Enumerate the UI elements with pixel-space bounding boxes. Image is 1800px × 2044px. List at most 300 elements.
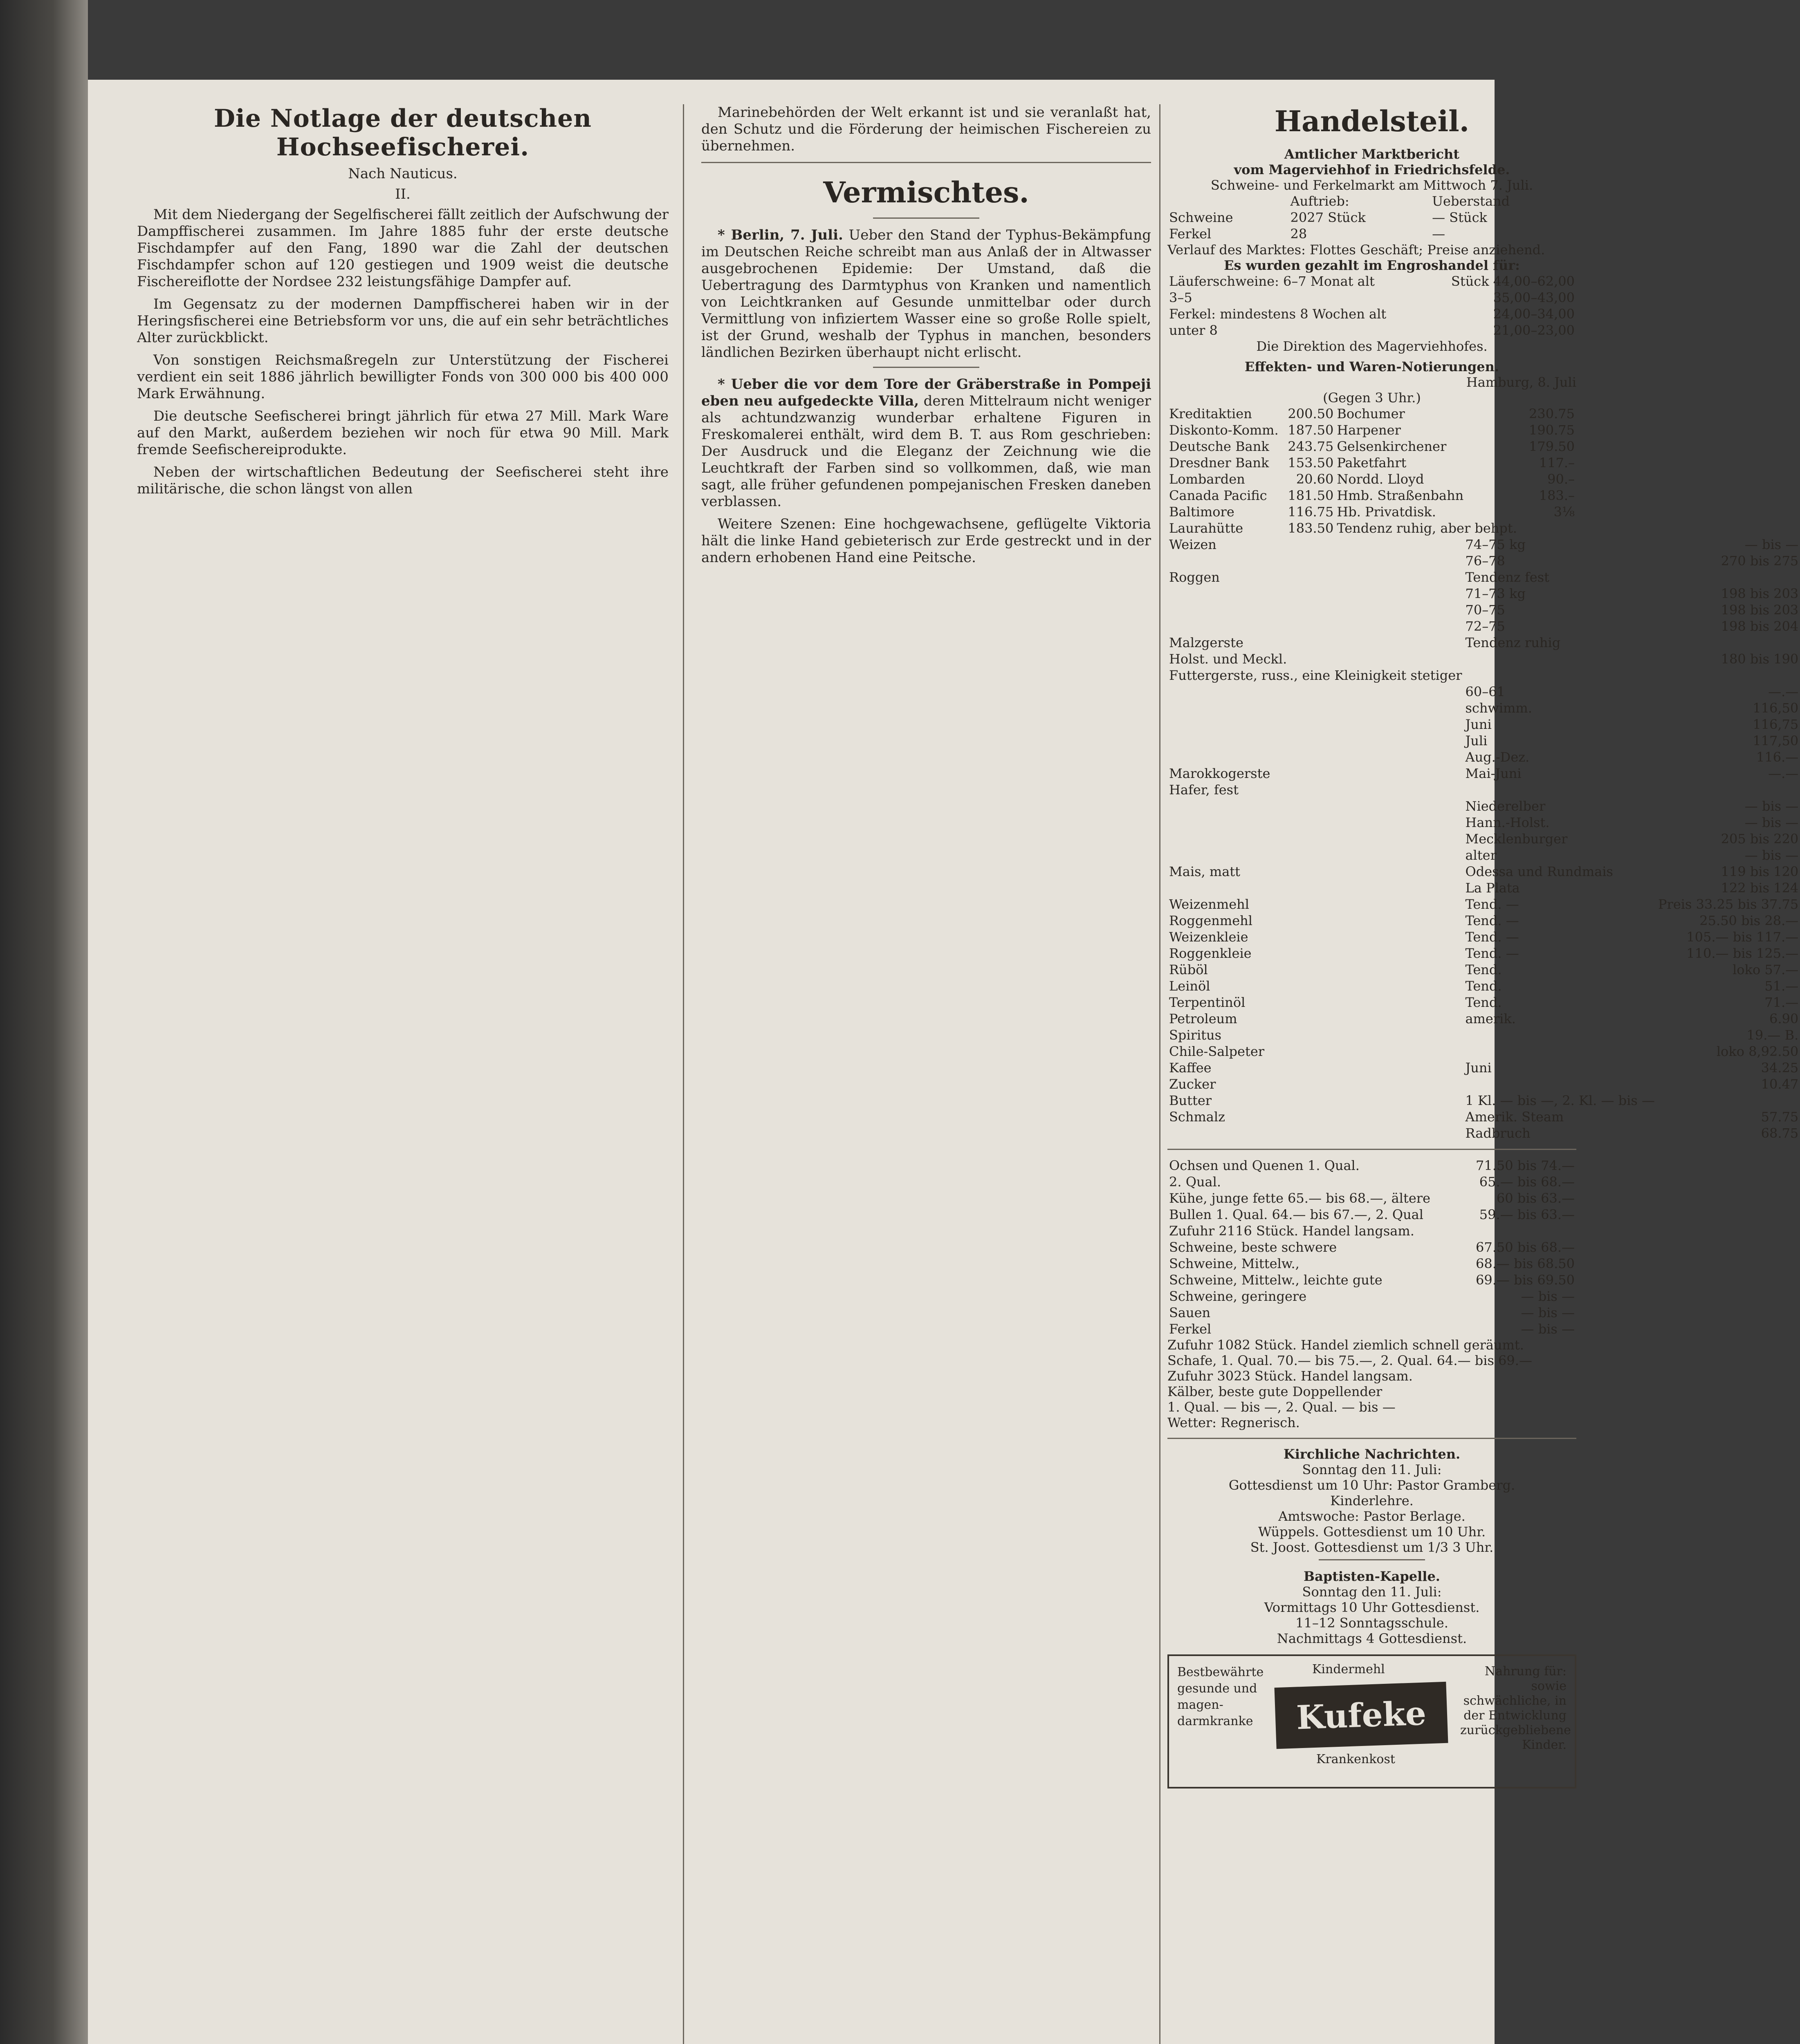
table-cell [1167,602,1463,618]
article-byline: Nach Nauticus. [348,166,458,182]
table-row [1167,209,1576,226]
table-cell: 3–5 [1169,290,1192,305]
table-cell: 25.50 bis 28.— [1699,913,1799,928]
table-cell: Malzgerste [1169,635,1243,650]
table-cell: 70–75 [1465,602,1505,618]
table-cell: Gelsenkirchener [1337,439,1447,454]
table-row [1167,831,1800,847]
table-cell: Deutsche Bank [1169,439,1269,454]
table-cell: Kaffee [1169,1060,1212,1076]
effekten-place: Hamburg, 8. Juli [1466,374,1576,390]
table-header: Auftrieb: [1290,193,1349,209]
table-cell [1463,782,1656,798]
table-cell: Dresdner Bank [1169,455,1269,471]
table-cell [1167,1125,1463,1141]
table-cell [1167,749,1463,765]
table-cell: — bis — [1744,537,1799,552]
table-cell: loko 57.— [1733,962,1799,977]
divider [701,162,1151,163]
table-row [1167,306,1576,322]
article-paragraph: Mit dem Niedergang der Segelfischerei fällt zeitlich der Aufschwung der Dampffischerei zusammen. Im Jahre 1885 fuhr der erste deutsche Fischdampfer auf den Fang, 1890 war die Zahl der deutschen Fischdampfer schon auf 120 gestiegen und 1909 weist die deutsche Fischereiflotte der Nordsee 232 leistungsfähige Dampfer auf. [137,206,669,290]
table-cell: Weizenkleie [1169,929,1248,945]
baptisten-lines [1167,1584,1576,1646]
table-row [1167,1157,1576,1174]
book-binding [0,0,88,2044]
table-row [1167,520,1576,536]
table-cell: — bis — [1521,1289,1575,1304]
table-cell: Bochumer [1337,406,1405,421]
table-cell: 117.– [1539,455,1575,471]
table-cell: 105.— bis 117.— [1686,929,1799,945]
text-line: Zufuhr 1082 Stück. Handel ziemlich schnell geräumt. [1167,1337,1524,1353]
table-cell: 20.60 [1296,471,1334,487]
table-cell: Sauen [1169,1305,1211,1320]
article-continuation: Marinebehörden der Welt erkannt ist und sie veranlaßt hat, den Schutz und die Förderung der heimischen Fischereien zu übernehmen. [701,104,1151,154]
table-cell: Hb. Privatdisk. [1337,504,1436,520]
table-row [1167,602,1800,618]
text-line: Schafe, 1. Qual. 70.— bis 75.—, 2. Qual. 64.— bis 69.— [1167,1353,1532,1368]
table-cell [1167,716,1463,733]
table-cell: Schweine, beste schwere [1169,1239,1337,1255]
market-verlauf: Verlauf des Marktes: Flottes Geschäft; Preise anziehend. [1167,242,1545,258]
table-cell: Futtergerste, russ., eine Kleinigkeit stetiger [1169,668,1462,683]
text-line: Nachmittags 4 Gottesdienst. [1277,1631,1467,1646]
table-header: Ueberstand [1432,193,1510,209]
table-cell: 2. Qual. [1169,1174,1221,1190]
table-cell [1463,667,1656,684]
table-row [1167,651,1800,667]
ad-right-text: Nahrung für: sowie schwächliche, in der Entwicklung zurückgebliebene Kinder. [1460,1664,1571,1752]
news-item [701,227,1151,361]
text-line: Wüppels. Gottesdienst um 10 Uhr. [1258,1524,1486,1540]
table-cell: Nordd. Lloyd [1337,471,1424,487]
vieh-table [1167,1157,1576,1337]
middle-column [701,104,1151,572]
table-row [1167,716,1800,733]
divider [1319,1559,1425,1560]
table-row [1167,929,1800,945]
table-cell: Tend. [1465,978,1502,994]
table-row [1167,406,1576,422]
table-row [1167,1206,1576,1223]
table-cell: Marokkogerste [1169,766,1270,781]
right-column [1167,104,1799,1788]
table-cell: Juni [1465,1060,1492,1076]
table-row [1167,1174,1576,1190]
ad-top-text: Kindermehl [1312,1662,1385,1676]
table-row [1167,912,1800,929]
table-row [1167,1223,1576,1239]
table-row [1167,1239,1576,1255]
table-cell [1463,1076,1656,1092]
table-row [1167,553,1800,569]
table-cell: Butter [1169,1093,1212,1108]
table-cell: 110.— bis 125.— [1686,946,1799,961]
table-cell: Tendenz ruhig, aber behpt. [1337,520,1517,536]
table-cell: Tendenz ruhig [1465,635,1561,650]
table-row [1167,226,1576,242]
column-rule [1159,104,1160,2044]
table-cell: Zucker [1169,1076,1216,1092]
table-row [1167,1076,1800,1092]
text-line: Wetter: Regnerisch. [1167,1415,1300,1430]
table-cell [1463,1043,1656,1060]
table-row [1167,1272,1576,1288]
table-cell [1656,667,1800,684]
text-line: Gottesdienst um 10 Uhr: Pastor Gramberg. [1228,1477,1515,1493]
table-cell: Petroleum [1169,1011,1237,1026]
table-row [1167,782,1800,798]
table-cell [1167,847,1463,863]
table-cell: Juni [1465,717,1492,732]
article-paragraph: Von sonstigen Reichsmaßregeln zur Unterstützung der Fischerei verdient ein seit 1886 jährlich bewilligter Fonds von 300 000 bis 400 000 Mark Erwähnung. [137,352,669,402]
news-item-lead: * Berlin, 7. Juli. [718,227,843,243]
table-row [1167,994,1800,1011]
table-cell: Kühe, junge fette 65.— bis 68.—, ältere [1169,1190,1430,1206]
table-cell: —.— [1768,684,1799,699]
ad-left-text: Bestbewährte gesunde und magen-darmkranke [1177,1665,1264,1728]
table-cell: 153.50 [1288,455,1334,471]
table-cell: Mecklenburger [1465,831,1568,847]
table-cell: 198 bis 203 [1721,586,1799,601]
table-row [1167,273,1576,289]
table-cell: 6.90 [1769,1011,1799,1026]
table-cell: Hmb. Straßenbahn [1337,488,1464,503]
table-cell: 122 bis 124 [1721,880,1799,896]
table-cell [1463,651,1656,667]
table-row [1167,438,1576,455]
table-cell: Ochsen und Quenen 1. Qual. [1169,1158,1360,1173]
kirche-lines [1167,1462,1576,1555]
text-line: Sonntag den 11. Juli: [1302,1584,1442,1600]
table-row [1167,1304,1576,1321]
table-cell: 76–78 [1465,553,1505,569]
news-item-text: Ueber den Stand der Typhus-Bekämpfung im Deutschen Reiche schreibt man aus Anlaß der in Altwasser ausgebrochenen Epidemie: Der Umstand, daß die Uebertragung des Darmtyphus von Kranken und namentlich von Leichtkranken auf Gesunde unmittelbar oder durch Vermittlung von infiziertem Wasser eine so große Rolle spielt, ist der Grund, weshalb der Typhus in manchen, besonders ländlichen Bezirken überhaupt nicht erlischt. [701,227,1151,361]
table-cell: — Stück [1432,210,1487,225]
text-line: Kinderlehre. [1330,1493,1414,1508]
table-cell: —.— [1768,766,1799,781]
table-cell: 24,00–34,00 [1493,306,1575,322]
table-cell: 71.50 bis 74.— [1476,1158,1575,1173]
table-cell [1462,1223,1576,1239]
table-row [1167,798,1800,814]
market-subheading: vom Magerviehhof in Friedrichsfelde. [1234,162,1510,177]
direktion-line: Die Direktion des Magerviehhofes. [1256,338,1488,354]
table-row [1167,585,1800,602]
text-line: Kälber, beste gute Doppellender [1167,1384,1383,1399]
table-cell: 34.25 [1761,1060,1799,1076]
table-cell: 117,50 [1753,733,1799,749]
table-cell: — bis — [1521,1321,1575,1337]
table-cell: Lombarden [1169,471,1245,487]
table-row [1167,978,1800,994]
table-cell: Juli [1465,733,1488,749]
table-cell: 10.47 [1761,1076,1799,1092]
text-line: Zufuhr 3023 Stück. Handel langsam. [1167,1368,1413,1384]
table-cell: Roggenmehl [1169,913,1252,928]
table-cell: 57.75 [1761,1109,1799,1125]
effekten-prev: (Gegen 3 Uhr.) [1323,390,1421,406]
table-cell: unter 8 [1169,323,1218,338]
table-cell [1167,814,1463,831]
table-row [1167,1011,1800,1027]
table-cell: Kreditaktien [1169,406,1252,421]
table-cell: loko 8,92.50 [1716,1044,1799,1059]
table-cell: — bis — [1744,798,1799,814]
table-cell: 270 bis 275 [1721,553,1799,569]
table-row [1167,765,1800,782]
table-cell: 21,00–23,00 [1493,323,1575,338]
table-cell: 183.– [1539,488,1575,503]
table-row [1167,1255,1576,1272]
table-cell: 67.50 bis 68.— [1476,1239,1575,1255]
news-item [701,376,1151,510]
table-cell: 180 bis 190 [1721,651,1799,667]
table-cell: Rüböl [1169,962,1208,977]
table-cell: 198 bis 203 [1721,602,1799,618]
table-cell: 198 bis 204 [1721,619,1799,634]
table-cell [1167,700,1463,716]
table-row [1167,455,1576,471]
table-cell: Hafer, fest [1169,782,1239,798]
news-item-text: deren Mittelraum nicht weniger als achtundzwanzig wunderbar erhaltene Figuren in Freskomalerei enthält, wird dem B. T. aus Rom geschrieben: Der Ausdruck und die Eleganz der Zeichnung wie die Leuchtkraft der Farben sind so vollkommen, daß, wie man sagt, alle früher gefundenen pompejanischen Fresken daneben verblassen. [701,393,1151,510]
table-cell: Terpentinöl [1169,995,1246,1010]
table-cell: alter [1465,847,1497,863]
table-cell: Weizen [1169,537,1216,552]
table-row [1167,1092,1800,1109]
table-cell: 116,75 [1753,717,1799,732]
table-cell: Schmalz [1169,1109,1225,1125]
table-cell [1167,831,1463,847]
article-part: II. [395,186,411,202]
prices-heading: Es wurden gezahlt im Engroshandel für: [1224,258,1520,273]
text-line: 1. Qual. — bis —, 2. Qual. — bis — [1167,1399,1396,1415]
table-cell [1167,618,1463,634]
table-row [1167,422,1576,438]
table-cell: Tendenz fest [1465,569,1549,585]
table-cell: La Plata [1465,880,1520,896]
table-cell: Weizenmehl [1169,896,1249,912]
table-cell: 187.50 [1288,422,1334,438]
table-row [1167,1109,1800,1125]
table-cell: Odessa und Rundmais [1465,864,1613,879]
table-row [1167,634,1800,651]
table-row [1167,1321,1576,1337]
table-cell: Chile-Salpeter [1169,1044,1265,1059]
table-cell [1526,520,1576,536]
kufeke-advertisement [1167,1654,1576,1788]
table-cell: 28 [1290,226,1307,242]
table-cell: 60 bis 63.— [1496,1190,1575,1206]
table-row [1167,847,1800,863]
column-rule [683,104,684,2044]
table-row [1167,322,1576,338]
table-cell: 190.75 [1529,422,1575,438]
table-cell: Läuferschweine: 6–7 Monat alt [1169,273,1375,289]
kirche-title: Kirchliche Nachrichten. [1283,1446,1461,1462]
left-column [137,104,669,503]
table-cell: 181.50 [1288,488,1334,503]
divider [873,367,979,368]
table-cell: 71.— [1764,995,1799,1010]
effekten-title: Effekten- und Waren-Notierungen. [1244,359,1499,374]
table-cell: 69.— bis 69.50 [1476,1272,1575,1288]
article-paragraph: Die deutsche Seefischerei bringt jährlich für etwa 27 Mill. Mark Ware auf den Markt, außerdem beziehen wir noch für etwa 90 Mill. Mark fremde Seefischereiprodukte. [137,408,669,458]
table-cell: 200.50 [1288,406,1334,421]
table-cell: Laurahütte [1169,520,1243,536]
table-cell: Spiritus [1169,1027,1222,1043]
table-cell: 19.— B. [1746,1027,1799,1043]
table-cell: 68.— bis 68.50 [1476,1256,1575,1271]
table-row [1167,814,1800,831]
divider [1167,1438,1576,1439]
table-cell: 3⅛ [1553,504,1575,520]
text-line: Amtswoche: Pastor Berlage. [1278,1508,1466,1524]
table-cell: Zufuhr 2116 Stück. Handel langsam. [1169,1223,1414,1239]
table-row [1167,1043,1800,1060]
table-cell [1167,553,1463,569]
table-cell: 65.— bis 68.— [1479,1174,1575,1190]
table-cell: Ferkel [1169,1321,1212,1337]
baptisten-title: Baptisten-Kapelle. [1304,1569,1440,1584]
table-cell: 205 bis 220 [1721,831,1799,847]
table-cell: Ferkel [1169,226,1212,242]
table-cell [1656,782,1800,798]
table-cell: Schweine, geringere [1169,1289,1307,1304]
text-line: Sonntag den 11. Juli: [1302,1462,1442,1477]
table-cell: 60–61 [1465,684,1505,699]
table-cell: 243.75 [1288,439,1334,454]
price-table [1167,273,1576,338]
table-cell: 90.– [1547,471,1575,487]
market-heading: Amtlicher Marktbericht [1284,146,1460,162]
table-cell: Roggen [1169,569,1220,585]
table-cell: 230.75 [1529,406,1575,421]
table-cell: Bullen 1. Qual. 64.— bis 67.—, 2. Qual [1169,1207,1423,1222]
table-cell [1167,798,1463,814]
table-row [1167,945,1800,961]
table-cell: Mai-Juni [1465,766,1522,781]
newspaper-page [88,80,1799,2044]
table-row [1167,1288,1576,1304]
news-item-continued: Weitere Szenen: Eine hochgewachsene, geflügelte Viktoria hält die linke Hand gebieterisch zur Erde gestreckt und in der andern erhobenen Hand eine Peitsche. [701,516,1151,566]
table-cell: amerik. [1465,1011,1516,1026]
table-row [1167,961,1800,978]
table-cell [1167,585,1463,602]
divider [1167,1149,1576,1150]
table-row [1167,896,1800,912]
table-cell: 116.75 [1288,504,1334,520]
table-cell [1167,733,1463,749]
table-cell: Tend. — [1465,913,1519,928]
table-row [1167,863,1800,880]
table-cell: 116,50 [1753,700,1799,716]
table-cell: Schweine, Mittelw., [1169,1256,1300,1271]
table-cell: Tend. — [1465,929,1519,945]
table-row [1167,193,1576,209]
table-cell: 35,00–43,00 [1493,290,1575,305]
table-cell: 1 Kl. — bis —, 2. Kl. — bis — [1465,1093,1655,1108]
table-cell [1656,1092,1800,1109]
table-cell: 183.50 [1288,520,1334,536]
table-row [1167,733,1800,749]
text-line: Vormittags 10 Uhr Gottesdienst. [1264,1600,1480,1615]
news-item-lead: * Ueber die vor dem Tore der Gräberstraße in Pompeji eben neu aufgedeckte Villa, [701,376,1151,409]
table-row [1167,569,1800,585]
kufeke-logo: Kufeke [1275,1682,1448,1749]
table-cell: — bis — [1744,847,1799,863]
table-row [1167,471,1576,487]
article-paragraph: Im Gegensatz zu der modernen Dampffischerei haben wir in der Heringsfischerei eine Betriebsform vor uns, die auf ein sehr beträchtliches Alter zurückblickt. [137,296,669,346]
article-paragraph: Neben der wirtschaftlichen Bedeutung der Seefischerei steht ihre militärische, die schon längst von allen [137,464,669,497]
table-cell: 119 bis 120 [1721,864,1799,879]
table-cell: Tend. — [1465,946,1519,961]
table-row [1167,1190,1576,1206]
table-cell: Paketfahrt [1337,455,1407,471]
table-cell: Tend. [1465,995,1502,1010]
table-cell [1656,569,1800,585]
table-cell: — bis — [1744,815,1799,830]
divider [873,217,979,219]
table-cell: 72–75 [1465,619,1505,634]
table-cell [1656,634,1800,651]
table-cell: — [1432,226,1445,242]
table-cell: Stück 44,00–62,00 [1451,273,1575,289]
table-cell: Aug.-Dez. [1465,749,1530,765]
ad-bottom-text: Krankenkost [1316,1752,1395,1766]
table-cell: Amerik. Steam [1465,1109,1564,1125]
effekten-table [1167,406,1576,536]
table-cell: Leinöl [1169,978,1210,994]
table-cell: Hann.-Holst. [1465,815,1550,830]
table-row [1167,700,1800,716]
table-cell: Schweine, Mittelw., leichte gute [1169,1272,1383,1288]
table-row [1167,1060,1800,1076]
table-cell: Mais, matt [1169,864,1240,879]
table-cell: Diskonto-Komm. [1169,422,1279,438]
table-cell: Harpener [1337,422,1401,438]
table-cell: Canada Pacific [1169,488,1267,503]
text-line: 11–12 Sonntagsschule. [1295,1615,1448,1631]
table-cell [1167,684,1463,700]
table-cell: 59.— bis 63.— [1479,1207,1575,1222]
waren-table [1167,536,1800,1141]
table-cell: 2027 Stück [1290,210,1366,225]
table-row [1167,880,1800,896]
table-cell: 71–73 kg [1465,586,1526,601]
table-cell: 68.75 [1761,1125,1799,1141]
section-title-vermischtes: Vermischtes. [823,175,1029,209]
table-row [1167,504,1576,520]
table-cell: Holst. und Meckl. [1169,651,1287,667]
table-row [1167,1027,1800,1043]
table-row [1167,618,1800,634]
table-cell: schwimm. [1465,700,1532,716]
section-title-handelsteil: Handelsteil. [1274,104,1470,138]
table-row [1167,684,1800,700]
vieh-footer [1167,1337,1576,1430]
article-headline: Die Notlage der deutschen Hochseefischerei. [214,104,592,161]
table-cell: Niederelber [1465,798,1546,814]
market-date: Schweine- und Ferkelmarkt am Mittwoch 7. Juli. [1210,177,1533,193]
table-cell: Radbruch [1465,1125,1531,1141]
table-cell: Roggenkleie [1169,946,1252,961]
table-cell [1167,880,1463,896]
table-row [1167,667,1800,684]
table-cell [1463,1027,1656,1043]
table-cell: 116.— [1756,749,1799,765]
table-cell: 51.— [1764,978,1799,994]
